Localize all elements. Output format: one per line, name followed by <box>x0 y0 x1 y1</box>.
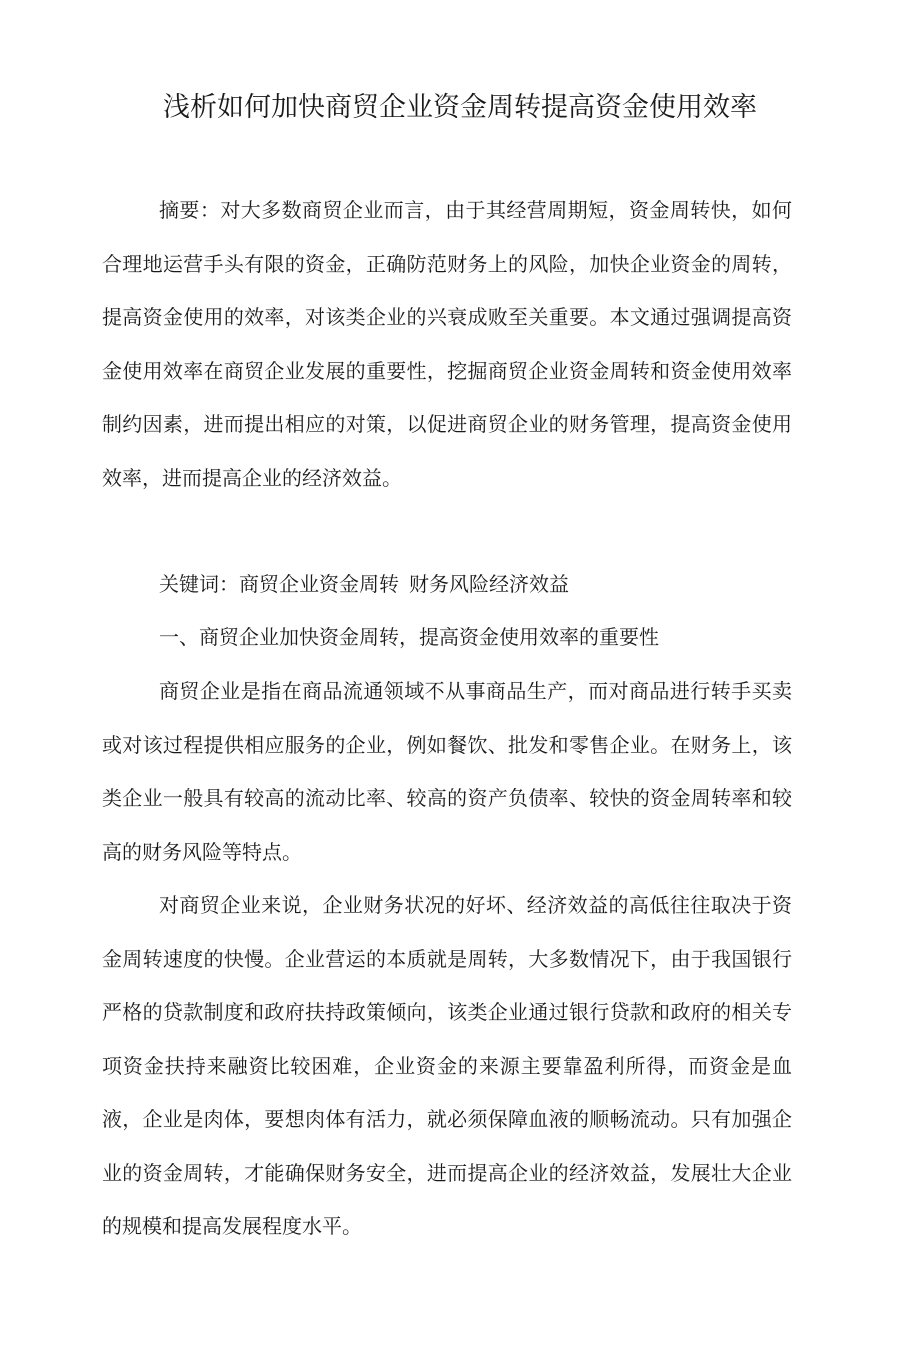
abstract-label: 摘要： <box>159 198 221 222</box>
section-1-paragraph-1: 商贸企业是指在商品流通领域不从事商品生产，而对商品进行转手买卖或对该过程提供相应服务的企业，例如餐饮、批发和零售企业。在财务上，该类企业一般具有较高的流动比率、较高的资产负债率、较快的资金周转率和较高的财务风险等特点。 <box>102 679 792 864</box>
section-1-paragraph-2: 对商贸企业来说，企业财务状况的好坏、经济效益的高低往往取决于资金周转速度的快慢。企业营运的本质就是周转，大多数情况下，由于我国银行严格的贷款制度和政府扶持政策倾向，该类企业通过银行贷款和政府的相关专项资金扶持来融资比较困难，企业资金的来源主要靠盈利所得，而资金是血液，企业是肉体，要想肉体有活力，就必须保障血液的顺畅流动。只有加强企业的资金周转，才能确保财务安全，进而提高企业的经济效益，发展壮大企业的规模和提高发展程度水平。 <box>102 893 792 1238</box>
keywords-terms-1: 商贸企业资金周转 <box>239 572 399 596</box>
section-1-heading: 一、商贸企业加快资金周转，提高资金使用效率的重要性 <box>159 625 659 649</box>
keywords-line <box>102 558 792 612</box>
keywords-terms-2: 财务风险经济效益 <box>409 572 569 596</box>
document-title: 浅析如何加快商贸企业资金周转提高资金使用效率 <box>163 92 757 123</box>
abstract-text: 对大多数商贸企业而言，由于其经营周期短，资金周转快，如何合理地运营手头有限的资金，正确防范财务上的风险，加快企业资金的周转，提高资金使用的效率，对该类企业的兴衰成败至关重要。本文通过强调提高资金使用效率在商贸企业发展的重要性，挖掘商贸企业资金周转和资金使用效率制约因素，进而提出相应的对策，以促进商贸企业的财务管理，提高资金使用效率，进而提高企业的经济效益。 <box>102 198 793 490</box>
keywords-label: 关键词： <box>159 572 239 596</box>
abstract-paragraph <box>102 184 792 505</box>
